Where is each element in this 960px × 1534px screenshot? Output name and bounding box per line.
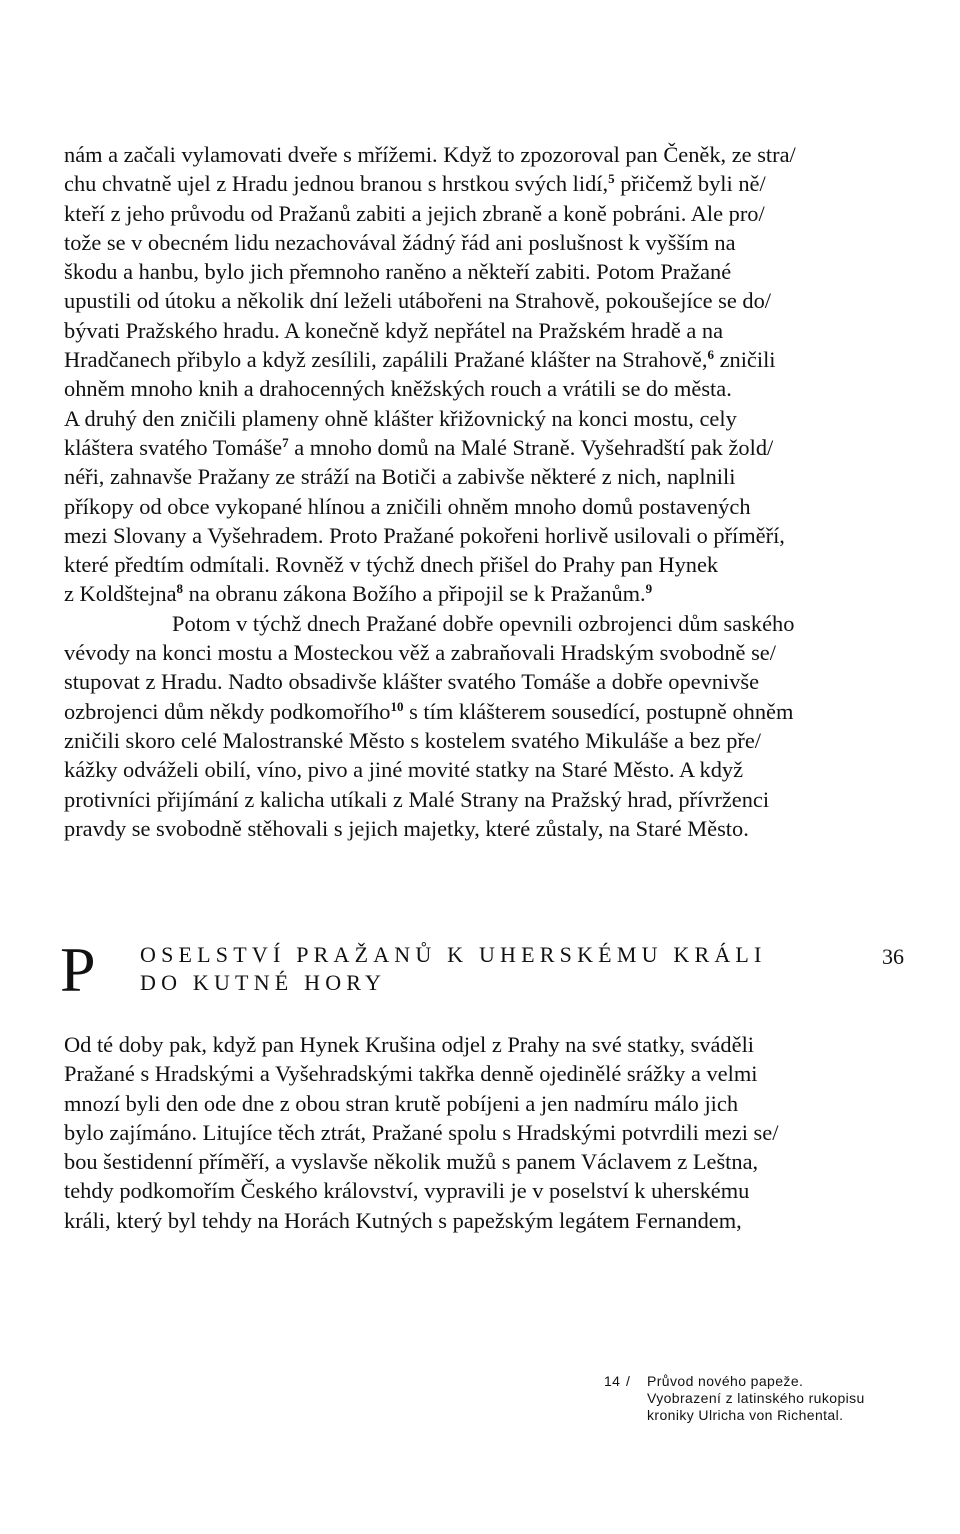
chapter-heading — [60, 934, 910, 1005]
heading-title-line-1: OSELSTVÍ PRAŽANŮ K UHERSKÉMU KRÁLI — [140, 942, 767, 967]
footnote-marker: 10 — [390, 698, 404, 714]
chapter-number: 36 — [882, 944, 904, 969]
caption-line: Vyobrazení z latinského rukopisu — [647, 1390, 865, 1406]
text-line — [64, 579, 906, 608]
text-run: škodu a hanbu, bylo jich přemnoho raněno a někteří zabiti. Potom Pražané — [64, 259, 732, 285]
caption-line: kroniky Ulricha von Richental. — [647, 1407, 844, 1423]
text-line — [64, 169, 906, 198]
text-run: stupovat z Hradu. Nadto obsadivše klášter svatého Tomáše a dobře opevnivše — [64, 669, 760, 695]
text-run: protivníci přijímání z kalicha utíkali z Malé Strany na Pražský hrad, přívrženci — [64, 786, 770, 812]
text-run: pravdy se svobodně stěhovali s jejich majetky, které zůstaly, na Staré Město. — [64, 815, 749, 841]
text-run: Pražané s Hradskými a Vyšehradskými takřka denně ojedinělé srážky a velmi — [64, 1061, 758, 1087]
text-line — [64, 1147, 906, 1176]
text-run: ozbrojenci dům někdy podkomořího — [64, 698, 391, 724]
body-paragraph-1 — [64, 140, 906, 843]
text-line — [64, 667, 906, 696]
caption-line: Průvod nového papeže. — [647, 1373, 804, 1389]
text-run: kláštera svatého Tomáše — [64, 434, 283, 460]
caption-figure-number: 14 — [604, 1373, 621, 1389]
text-line — [64, 140, 906, 169]
text-line — [64, 785, 906, 814]
text-run: chu chvatně ujel z Hradu jednou branou s hrstkou svých lidí, — [64, 171, 609, 197]
text-line — [64, 609, 906, 638]
text-line — [64, 257, 906, 286]
text-line — [64, 228, 906, 257]
text-run: kážky odváželi obilí, víno, pivo a jiné movité statky na Staré Město. A když — [64, 757, 744, 783]
footnote-marker: 7 — [282, 434, 289, 450]
text-line — [64, 1176, 906, 1205]
caption-text — [647, 1373, 865, 1424]
text-run: upustili od útoku a několik dní leželi utábořeni na Strahově, pokoušejíce se do/ — [64, 288, 772, 314]
text-run: s tím klášterem sousedící, postupně ohněm — [403, 698, 794, 724]
text-run: Potom v týchž dnech Pražané dobře opevnili ozbrojenci dům saského — [172, 610, 795, 636]
text-line — [64, 286, 906, 315]
text-line — [64, 404, 906, 433]
text-run: přičemž byli ně/ — [614, 171, 766, 197]
text-line — [64, 462, 906, 491]
text-run: králi, který byl tehdy na Horách Kutných s papežským legátem Fernandem, — [64, 1207, 742, 1233]
text-run: bylo zajímáno. Litujíce těch ztrát, Pražané spolu s Hradskými potvrdili mezi se/ — [64, 1119, 779, 1145]
text-run: bývati Pražského hradu. A konečně když nepřátel na Pražském hradě a na — [64, 317, 724, 343]
text-run: ohněm mnoho knih a drahocenných kněžských rouch a vrátili se do města. — [64, 376, 732, 402]
text-line — [64, 374, 906, 403]
text-line — [64, 726, 906, 755]
text-line — [64, 550, 906, 579]
text-line — [64, 521, 906, 550]
text-line — [64, 433, 906, 462]
footnote-marker: 6 — [707, 347, 714, 363]
text-line — [64, 1118, 906, 1147]
text-run: tehdy podkomořím Českého království, vypravili je v poselství k uherskému — [64, 1178, 750, 1204]
footnote-marker: 9 — [645, 581, 653, 597]
text-run: Hradčanech přibylo a když zesílili, zapálili Pražané klášter na Strahově, — [64, 347, 708, 373]
text-run: a mnoho domů na Malé Straně. Vyšehradští pak žold/ — [288, 434, 774, 460]
text-run: bou šestidenní příměří, a vyslavše několik mužů s panem Václavem z Leštna, — [64, 1149, 759, 1175]
text-run: mezi Slovany a Vyšehradem. Proto Pražané pokořeni horlivě usilovali o příměří, — [64, 522, 785, 548]
text-run: mnozí byli den ode dne z obou stran krutě pobíjeni a jen nadmíru málo jich — [64, 1090, 739, 1116]
text-run: nám a začali vylamovati dveře s mřížemi. Když to zpozoroval pan Čeněk, ze stra/ — [64, 142, 796, 167]
footnote-marker: 5 — [608, 171, 615, 187]
text-line — [64, 345, 906, 374]
text-run: na obranu zákona Božího a připojil se k Pražanům. — [183, 581, 646, 607]
text-run: příkopy od obce vykopané hlínou a zničili ohněm mnoho domů postavených — [64, 493, 751, 519]
text-run: z Koldštejna — [64, 581, 177, 607]
heading-title-line-2: DO KUTNÉ HORY — [140, 970, 387, 995]
text-line — [64, 814, 906, 843]
footnote-marker: 8 — [176, 581, 184, 597]
heading-initial-letter: P — [60, 934, 96, 1005]
text-run: které předtím odmítali. Rovněž v týchž dnech přišel do Prahy pan Hynek — [64, 552, 719, 578]
text-run: néři, zahnavše Pražany ze stráží na Botiči a zabivše některé z nich, naplnili — [64, 464, 736, 490]
text-line — [64, 1206, 906, 1235]
text-line — [64, 697, 906, 726]
text-run: A druhý den zničili plameny ohně klášter křižovnický na konci mostu, cely — [64, 405, 737, 431]
text-run: tože se v obecném lidu nezachovával žádný řád ani poslušnost k vyšším na — [64, 229, 736, 255]
text-line — [64, 1089, 906, 1118]
body-paragraph-2 — [64, 1030, 906, 1235]
text-line — [64, 1059, 906, 1088]
text-run: zničili — [713, 347, 776, 373]
text-run: zničili skoro celé Malostranské Město s kostelem svatého Mikuláše a bez pře/ — [64, 727, 762, 753]
text-run: vévody na konci mostu a Mosteckou věž a zabraňovali Hradským svobodně se/ — [64, 640, 776, 666]
text-run: Od té doby pak, když pan Hynek Krušina odjel z Prahy na své statky, sváděli — [64, 1032, 755, 1057]
text-line — [64, 755, 906, 784]
caption-separator: / — [626, 1373, 631, 1389]
text-line — [64, 638, 906, 667]
text-line — [64, 199, 906, 228]
text-line — [64, 316, 906, 345]
text-run: kteří z jeho průvodu od Pražanů zabiti a jejich zbraně a koně pobráni. Ale pro/ — [64, 200, 765, 226]
text-line — [64, 1030, 906, 1059]
text-line — [64, 492, 906, 521]
